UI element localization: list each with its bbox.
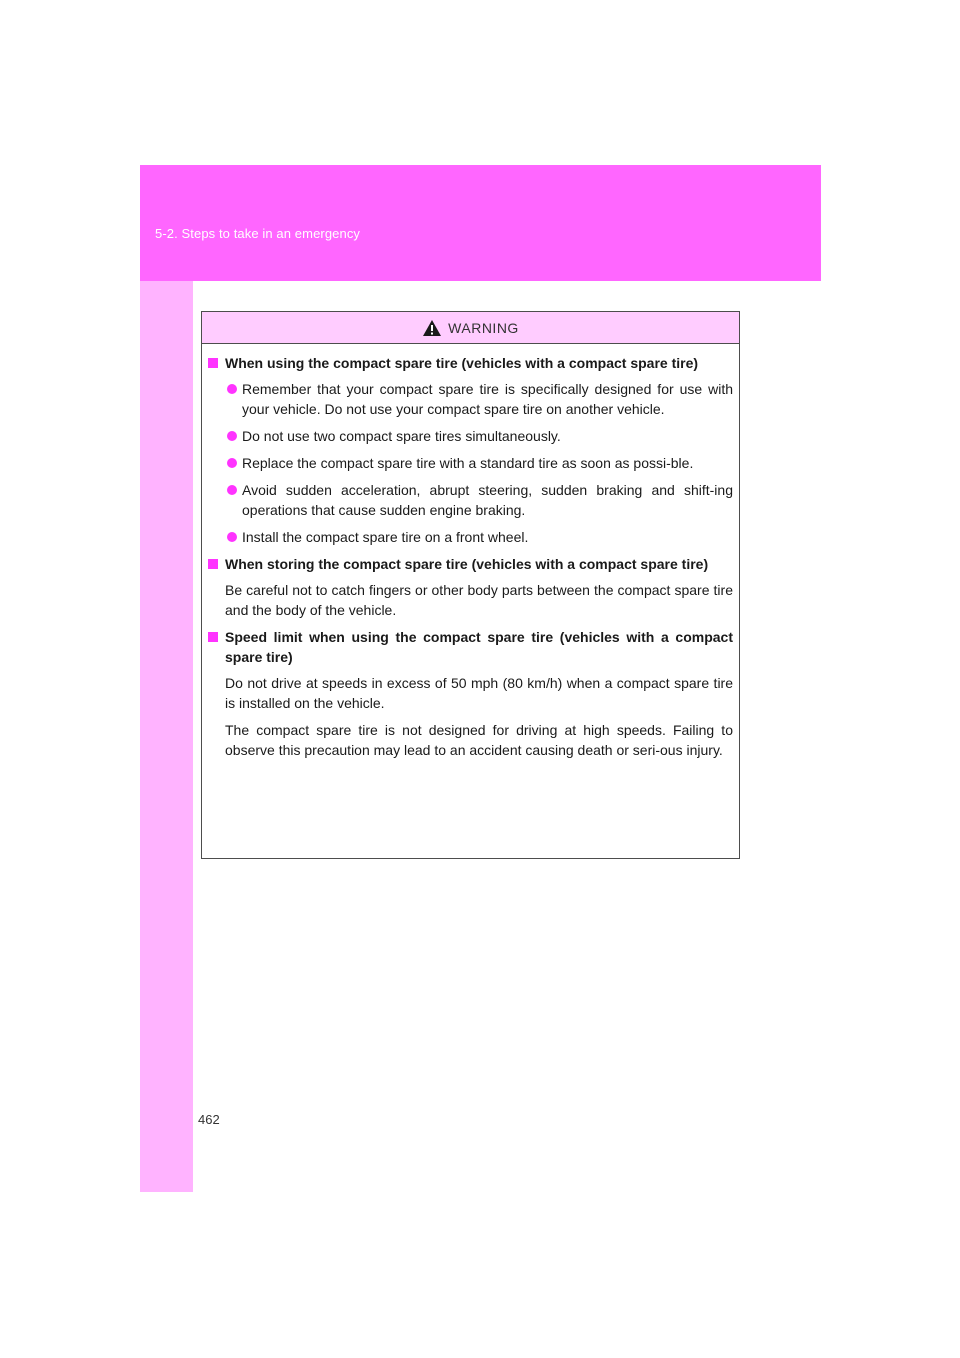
section-compact-spare-use — [208, 353, 733, 547]
list-item-text: Remember that your compact spare tire is specifically designed for use with your vehicle. Do not use your compact spare tire on another vehicle. — [242, 381, 733, 417]
list-item-text: Avoid sudden acceleration, abrupt steering, sudden braking and shift-ing operations that cause sudden engine braking. — [242, 482, 733, 518]
list-item — [225, 426, 733, 446]
list-item — [225, 527, 733, 547]
paragraph: Be careful not to catch fingers or other body parts between the compact spare tire and the body of the vehicle. — [225, 582, 733, 618]
section-speed-limit — [208, 627, 733, 760]
warning-box — [201, 311, 740, 859]
section-title: When storing the compact spare tire (vehicles with a compact spare tire) — [225, 556, 709, 572]
list-item-text: Replace the compact spare tire with a standard tire as soon as possi-ble. — [242, 455, 694, 471]
header-band — [140, 165, 821, 281]
square-bullet-icon — [208, 559, 218, 569]
square-bullet-icon — [208, 358, 218, 368]
list-item — [225, 480, 733, 520]
round-bullet-icon — [227, 485, 237, 495]
warning-header — [202, 312, 739, 344]
round-bullet-icon — [227, 384, 237, 394]
section-title: Speed limit when using the compact spare tire (vehicles with a compact spare tire) — [225, 629, 733, 665]
list-item — [225, 453, 733, 473]
section-compact-spare-storage — [208, 554, 733, 620]
list-item — [225, 379, 733, 419]
section-title: When using the compact spare tire (vehicles with a compact spare tire) — [225, 355, 699, 371]
warning-body — [202, 344, 739, 760]
breadcrumb: 5-2. Steps to take in an emergency — [155, 226, 361, 241]
list-item-text: Install the compact spare tire on a front wheel. — [242, 529, 529, 545]
round-bullet-icon — [227, 458, 237, 468]
list-item-text: Do not use two compact spare tires simultaneously. — [242, 428, 561, 444]
round-bullet-icon — [227, 431, 237, 441]
paragraph: The compact spare tire is not designed for driving at high speeds. Failing to observe this precaution may lead to an accident causing death or seri-ous injury. — [225, 722, 733, 758]
side-strip — [140, 165, 193, 1192]
round-bullet-icon — [227, 532, 237, 542]
warning-title: WARNING — [448, 319, 519, 336]
warning-triangle-icon — [422, 319, 442, 337]
paragraph: Do not drive at speeds in excess of 50 mph (80 km/h) when a compact spare tire is installed on the vehicle. — [225, 675, 733, 711]
page-number: 462 — [198, 1112, 220, 1127]
square-bullet-icon — [208, 632, 218, 642]
